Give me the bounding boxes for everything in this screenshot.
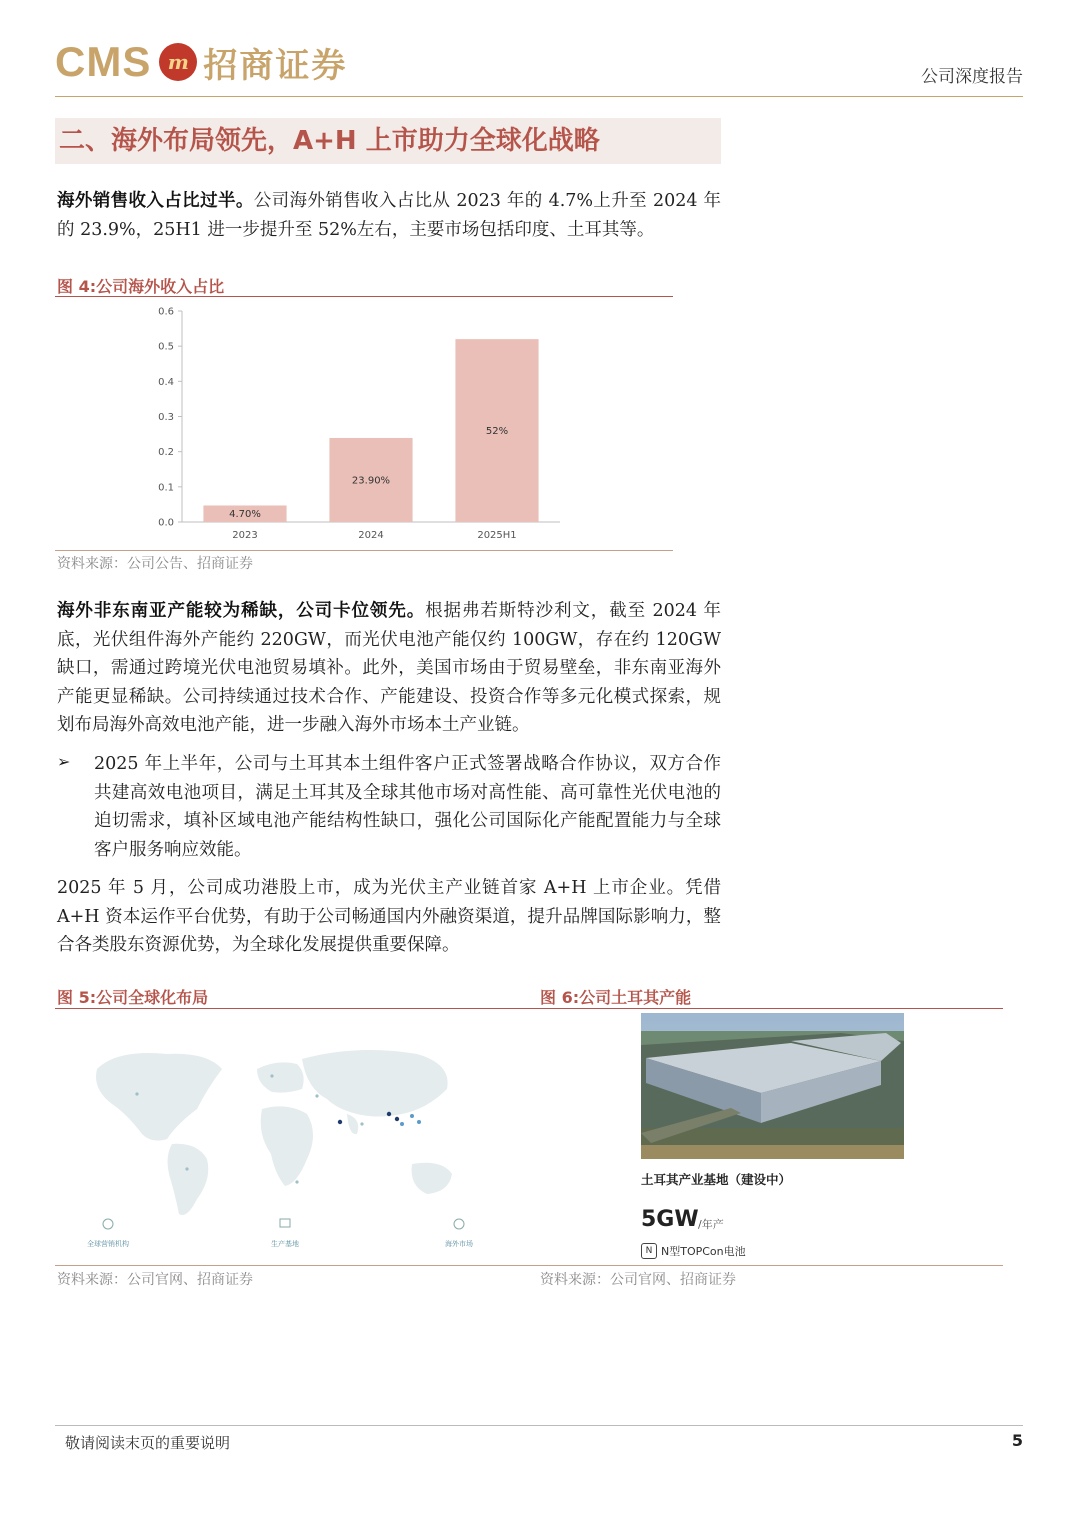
report-type: 公司深度报告 bbox=[921, 67, 1023, 87]
legend-overseas: 海外市场 bbox=[445, 1240, 473, 1248]
paragraph-overseas-revenue bbox=[57, 187, 721, 244]
header-divider bbox=[55, 96, 1023, 97]
paragraph-lead: 海外销售收入占比过半。 bbox=[57, 191, 254, 211]
global-layout-map bbox=[57, 1014, 497, 1259]
footer-note: 敬请阅读末页的重要说明 bbox=[65, 1434, 231, 1452]
turkey-factory-photo bbox=[641, 1013, 904, 1159]
map-legend bbox=[87, 1219, 473, 1248]
bullet-arrow-icon: ➢ bbox=[57, 752, 71, 771]
y-tick-label: 0.6 bbox=[158, 306, 174, 318]
cms-logo bbox=[55, 38, 347, 86]
legend-sales-icon bbox=[103, 1219, 113, 1229]
logo-chinese: 招商证券 bbox=[203, 45, 348, 86]
figure4-top-rule bbox=[55, 296, 673, 297]
capacity-unit: /年产 bbox=[698, 1218, 724, 1231]
page-number: 5 bbox=[1011, 1431, 1023, 1450]
figure6-top-rule bbox=[500, 1008, 1003, 1009]
overseas-revenue-bar-chart bbox=[140, 300, 570, 550]
legend-sales: 全球营销机构 bbox=[87, 1240, 129, 1248]
figure6-source: 资料来源：公司官网、招商证券 bbox=[540, 1272, 736, 1288]
capacity-value: 5GW bbox=[641, 1207, 699, 1232]
bullet-turkey-agreement bbox=[57, 750, 721, 864]
logo-latin: CMS bbox=[55, 38, 152, 85]
cell-type bbox=[641, 1243, 746, 1259]
paragraph-capacity-scarcity bbox=[57, 597, 721, 740]
y-tick-label: 0.4 bbox=[158, 376, 174, 388]
n-type-icon: N bbox=[641, 1243, 657, 1259]
turkey-base-caption: 土耳其产业基地（建设中） bbox=[641, 1172, 792, 1187]
figure5-top-rule bbox=[55, 1008, 502, 1009]
x-tick-label-2023: 2023 bbox=[232, 530, 258, 541]
figure5-source: 资料来源：公司官网、招商证券 bbox=[57, 1272, 253, 1288]
paragraph-lead: 海外非东南亚产能较为稀缺，公司卡位领先。 bbox=[57, 601, 426, 621]
legend-market-icon bbox=[454, 1219, 464, 1229]
x-tick-label-2024: 2024 bbox=[358, 530, 384, 541]
y-tick-label: 0.0 bbox=[158, 517, 174, 529]
section-title: 二、海外布局领先，A+H 上市助力全球化战略 bbox=[55, 118, 721, 164]
figure4-bottom-rule bbox=[55, 550, 673, 551]
y-tick-label: 0.5 bbox=[158, 341, 174, 353]
paragraph-ah-listing: 2025 年 5 月，公司成功港股上市，成为光伏主产业链首家 A+H 上市企业。凭借 A+H 资本运作平台优势，有助于公司畅通国内外融资渠道，提升品牌国际影响力，整合各类股东资源优势，为全球化发展提供重要保障。 bbox=[57, 878, 721, 955]
figure5-title: 图 5:公司全球化布局 bbox=[57, 988, 209, 1007]
legend-production: 生产基地 bbox=[271, 1240, 299, 1248]
figure4-source: 资料来源：公司公告、招商证券 bbox=[57, 556, 253, 572]
figure4-title: 图 4:公司海外收入占比 bbox=[57, 277, 225, 296]
data-label-2023: 4.70% bbox=[229, 509, 261, 521]
y-tick-label: 0.2 bbox=[158, 447, 174, 459]
data-label-2025H1: 52% bbox=[485, 426, 509, 438]
figure6-bottom-rule bbox=[500, 1265, 1003, 1266]
y-tick-label: 0.1 bbox=[158, 482, 174, 494]
footer-divider bbox=[55, 1425, 1023, 1426]
paragraph-body: 根据弗若斯特沙利文，截至 2024 年底，光伏组件海外产能约 220GW，而光伏电池产能仅约 100GW，存在约 120GW 缺口，需通过跨境光伏电池贸易填补。此外，美国市场由于贸易壁垒，非东南亚海外产能更显稀缺。公司持续通过技术合作、产能建设、投资合作等多元化模式探索，规划布局海外高效电池产能，进一步融入海外市场本土产业链。 bbox=[57, 601, 721, 735]
legend-factory-icon bbox=[280, 1219, 290, 1227]
figure6-title: 图 6:公司土耳其产能 bbox=[540, 988, 692, 1007]
x-tick-label-2025H1: 2025H1 bbox=[477, 530, 517, 541]
logo-mark-icon: m bbox=[159, 43, 197, 81]
bullet-text: 2025 年上半年，公司与土耳其本土组件客户正式签署战略合作协议，双方合作共建高效电池项目，满足土耳其及全球其他市场对高性能、高可靠性光伏电池的迫切需求，填补区域电池产能结构性缺口，强化公司国际化产能配置能力与全球客户服务响应效能。 bbox=[94, 754, 721, 860]
data-label-2024: 23.90% bbox=[351, 475, 391, 487]
figure5-bottom-rule bbox=[55, 1265, 502, 1266]
paragraph-body: 公司海外销售收入占比从 2023 年的 4.7%上升至 2024 年的 23.9%，25H1 进一步提升至 52%左右，主要市场包括印度、土耳其等。 bbox=[57, 191, 721, 240]
cell-type-label: N型TOPCon电池 bbox=[661, 1245, 746, 1258]
y-tick-label: 0.3 bbox=[158, 412, 174, 423]
